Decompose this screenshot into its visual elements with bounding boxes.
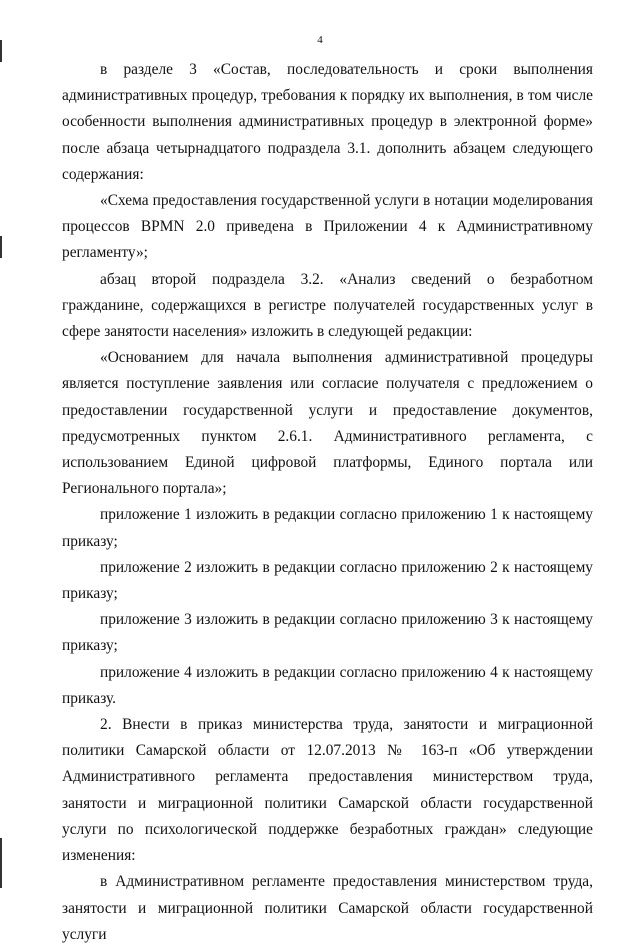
paragraph-appendix-1: приложение 1 изложить в редакции согласно приложению 1 к настоящему приказу; [62, 506, 593, 550]
paragraph-subsection-3-2: абзац второй подраздела 3.2. «Анализ сведений о безработном гражданине, содержащихся в регистре получателей государственных услуг в сфере занятости населения» изложить в следующей редакции: [62, 270, 593, 341]
page-number: 4 [317, 34, 323, 46]
paragraph-appendix-4: приложение 4 изложить в редакции согласно приложению 4 к настоящему приказу. [62, 663, 593, 707]
document-body [62, 57, 593, 948]
paragraph-regulation-changes: в Административном регламенте предоставления министерством труда, занятости и миграционной политики Самарской области государственной услуги [62, 873, 593, 943]
paragraph-item-2: 2. Внести в приказ министерства труда, занятости и миграционной политики Самарской области от 12.07.2013 № 163-п «Об утверждении Административного регламента предоставления министерством труда, занятости и миграционной политики Самарской области государственной услуги по психологической поддержке безработных граждан» следующие изменения: [62, 716, 593, 865]
paragraph-appendix-2: приложение 2 изложить в редакции согласно приложению 2 к настоящему приказу; [62, 558, 593, 603]
paragraph-procedure-basis: «Основанием для начала выполнения административной процедуры является поступление заявления или согласие получателя с предложением о предоставлении государственной услуги и предоставление документов, предусмотренных пунктом 2.6.1. Административного регламента, с использованием Единой цифровой платформы, Единого портала или Регионального портала»; [62, 349, 593, 498]
paragraph-section-3-amendment: в разделе 3 «Состав, последовательность и сроки выполнения административных процедур, требования к порядку их выполнения, в том числе особенности выполнения административных процедур в электронной форме» после абзаца четырнадцатого подраздела 3.1. дополнить абзацем следующего содержания: [62, 61, 593, 183]
scan-edge-mark [0, 838, 2, 888]
scan-edge-mark [0, 236, 2, 258]
paragraph-appendix-3: приложение 3 изложить в редакции согласно приложению 3 к настоящему приказу; [62, 611, 593, 655]
paragraph-bpmn-scheme: «Схема предоставления государственной услуги в нотации моделирования процессов BPMN 2.0 приведена в Приложении 4 к Административному регламенту»; [62, 192, 593, 262]
